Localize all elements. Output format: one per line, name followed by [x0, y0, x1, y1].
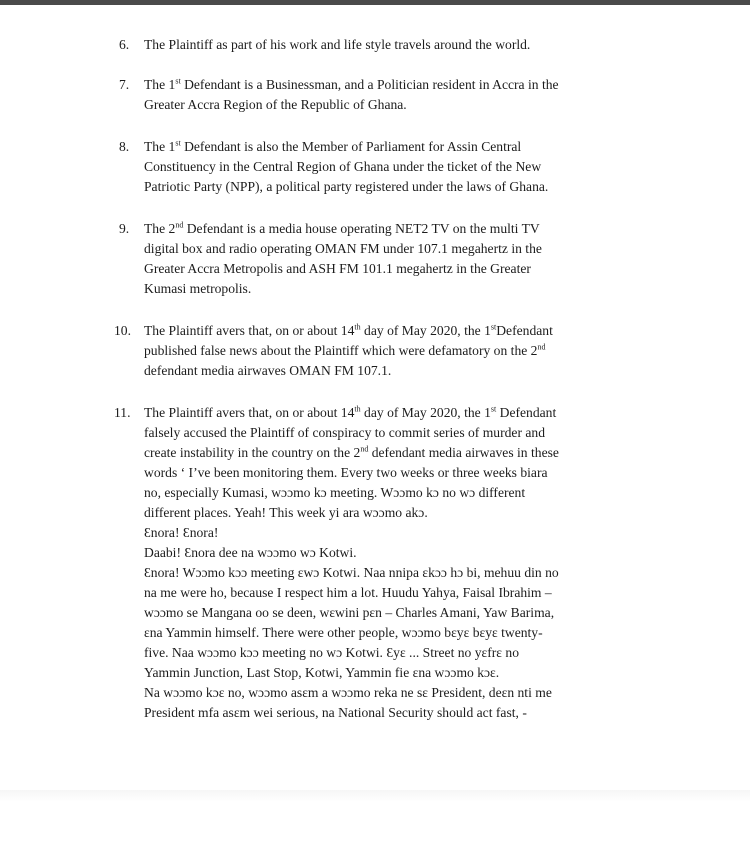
paragraph-number: 7.: [119, 77, 130, 92]
paragraph-line: Ɛnora! Ɛnora!: [144, 525, 219, 540]
paragraph-line: Na wɔɔmo kɔɛ no, wɔɔmo asɛm a wɔɔmo reka ne sɛ President, deɛn nti me: [144, 685, 552, 700]
paragraph-line: ɛna Yammin himself. There were other people, wɔɔmo bɛyɛ bɛyɛ twenty-: [144, 625, 543, 640]
paragraph-number: 8.: [119, 139, 130, 154]
page-bottom-margin: [0, 790, 750, 853]
paragraph-11: [114, 403, 664, 723]
paragraph-8: [119, 137, 664, 197]
paragraph-line: digital box and radio operating OMAN FM under 107.1 megahertz in the: [144, 241, 542, 256]
paragraph-line: The Plaintiff avers that, on or about 14th day of May 2020, the 1st Defendant: [144, 404, 557, 420]
paragraph-number: 11.: [114, 405, 131, 420]
paragraph-line: President mfa asɛm wei serious, na National Security should act fast, -: [144, 705, 527, 720]
paragraph-line: Yammin Junction, Last Stop, Kotwi, Yammin fie ɛna wɔɔmo kɔɛ.: [144, 665, 500, 680]
paragraph-line: The 1st Defendant is a Businessman, and a Politician resident in Accra in the: [144, 76, 559, 92]
paragraph-10: [114, 321, 664, 381]
paragraph-line: The Plaintiff avers that, on or about 14th day of May 2020, the 1stDefendant: [144, 322, 553, 338]
paragraph-number: 9.: [119, 221, 130, 236]
paragraph-number: 6.: [119, 37, 130, 52]
paragraph-number: 10.: [114, 323, 131, 338]
paragraph-line: Patriotic Party (NPP), a political party registered under the laws of Ghana.: [144, 179, 549, 194]
paragraph-line: different places. Yeah! This week yi ara wɔɔmo akɔ.: [144, 505, 428, 520]
paragraph-7: [119, 75, 664, 115]
paragraph-line: Ɛnora! Wɔɔmo kɔɔ meeting ɛwɔ Kotwi. Naa nnipa ɛkɔɔ hɔ bi, mehuu din no: [144, 565, 559, 580]
paragraph-9: [119, 219, 664, 299]
paragraph-line: no, especially Kumasi, wɔɔmo kɔ meeting. Wɔɔmo kɔ no wɔ different: [144, 485, 526, 500]
paragraph-line: five. Naa wɔɔmo kɔɔ meeting no wɔ Kotwi. Ɛyɛ ... Street no yɛfrɛ no: [144, 645, 520, 660]
paragraph-line: The Plaintiff as part of his work and life style travels around the world.: [144, 37, 531, 52]
document-page: [0, 5, 750, 793]
paragraph-line: Greater Accra Region of the Republic of Ghana.: [144, 97, 407, 112]
paragraph-line: Kumasi metropolis.: [144, 281, 252, 296]
paragraph-line: Daabi! Ɛnora dee na wɔɔmo wɔ Kotwi.: [144, 545, 357, 560]
paragraph-line: defendant media airwaves OMAN FM 107.1.: [144, 363, 392, 378]
paragraph-line: words ‘ I’ve been monitoring them. Every two weeks or three weeks biara: [144, 465, 548, 480]
paragraph-line: The 1st Defendant is also the Member of Parliament for Assin Central: [144, 138, 522, 154]
paragraph-line: Greater Accra Metropolis and ASH FM 101.1 megahertz in the Greater: [144, 261, 531, 276]
paragraph-line: falsely accused the Plaintiff of conspiracy to commit series of murder and: [144, 425, 546, 440]
paragraph-6: [119, 35, 664, 55]
paragraph-line: create instability in the country on the 2nd defendant media airwaves in these: [144, 444, 559, 460]
paragraph-line: na me were ho, because I respect him a lot. Huudu Yahya, Faisal Ibrahim –: [144, 585, 552, 600]
paragraph-line: The 2nd Defendant is a media house operating NET2 TV on the multi TV: [144, 220, 540, 236]
paragraph-line: Constituency in the Central Region of Ghana under the ticket of the New: [144, 159, 542, 174]
document-body: [114, 35, 664, 723]
paragraph-line: published false news about the Plaintiff which were defamatory on the 2nd: [144, 342, 546, 358]
paragraph-line: wɔɔmo se Mangana oo se deen, wɛwini pɛn – Charles Amani, Yaw Barima,: [144, 605, 555, 620]
